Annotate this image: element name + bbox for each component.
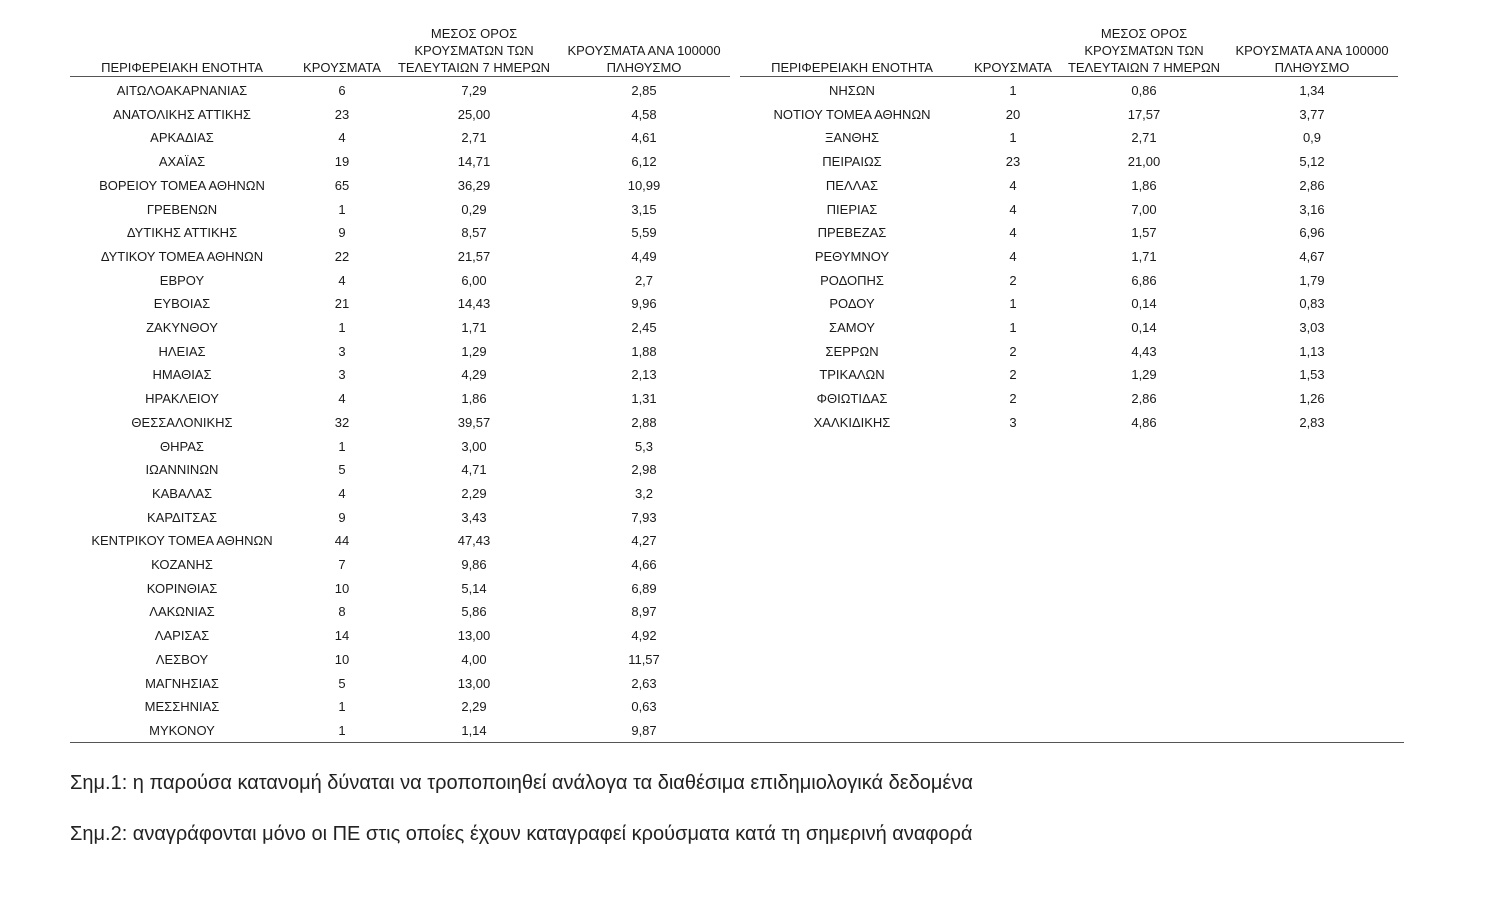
cell-rate: 1,88: [631, 343, 657, 359]
cell-region: ΚΟΖΑΝΗΣ: [151, 557, 213, 573]
cell-cases: 1: [1009, 296, 1017, 312]
cell-avg: 2,86: [1131, 391, 1157, 407]
cell-cases: 2: [1009, 343, 1017, 359]
cell-cases: 44: [334, 533, 350, 549]
cell-rate: 3,2: [634, 485, 654, 501]
cell-rate: 2,98: [631, 462, 657, 478]
cell-cases: 3: [338, 343, 346, 359]
header-avg-line3: ΤΕΛΕΥΤΑΙΩΝ 7 ΗΜΕΡΩΝ: [397, 60, 551, 75]
header-avg-7-days: [1062, 24, 1226, 77]
cell-rate: 4,49: [631, 248, 657, 264]
cell-region: ΡΟΔΟΠΗΣ: [820, 272, 884, 288]
table-row: [70, 77, 730, 103]
table-row: [740, 174, 1398, 198]
cell-avg: 6,86: [1131, 272, 1157, 288]
cell-avg: 21,57: [457, 248, 491, 264]
tables-container: [70, 24, 1404, 743]
cell-region: ΠΕΛΛΑΣ: [825, 177, 879, 193]
table-row: [740, 411, 1398, 435]
cell-avg: 25,00: [457, 106, 491, 122]
cell-region: ΗΡΑΚΛΕΙΟΥ: [145, 391, 219, 407]
cell-region: ΑΧΑΪΑΣ: [158, 154, 206, 170]
cell-rate: 3,03: [1299, 320, 1325, 336]
cell-region: ΑΙΤΩΛΟΑΚΑΡΝΑΝΙΑΣ: [116, 83, 248, 98]
cell-avg: 13,00: [457, 675, 491, 691]
cell-avg: 0,14: [1131, 320, 1157, 336]
right-table-body: [740, 77, 1398, 435]
table-row: [70, 435, 730, 459]
cell-region: ΙΩΑΝΝΙΝΩΝ: [145, 462, 219, 478]
cell-cases: 4: [1009, 177, 1017, 193]
cell-rate: 2,88: [631, 414, 657, 430]
cell-region: ΝΗΣΩΝ: [829, 83, 875, 98]
table-row: [70, 672, 730, 696]
cell-rate: 2,85: [631, 83, 657, 98]
cell-rate: 1,34: [1299, 83, 1325, 98]
cell-avg: 47,43: [457, 533, 491, 549]
table-row: [70, 126, 730, 150]
table-row: [740, 363, 1398, 387]
header-avg-line1: ΜΕΣΟΣ ΟΡΟΣ: [430, 26, 518, 41]
cell-region: ΛΕΣΒΟΥ: [155, 651, 209, 667]
cell-cases: 6: [338, 83, 346, 98]
table-row: [70, 174, 730, 198]
cell-avg: 9,86: [461, 557, 487, 573]
header-region: ΠΕΡΙΦΕΡΕΙΑΚΗ ΕΝΟΤΗΤΑ: [70, 24, 294, 77]
cell-cases: 1: [338, 320, 346, 336]
cell-rate: 5,3: [634, 438, 654, 454]
cell-region: ΠΙΕΡΙΑΣ: [826, 201, 878, 217]
cell-rate: 1,13: [1299, 343, 1325, 359]
cell-cases: 5: [338, 462, 346, 478]
cell-rate: 3,16: [1299, 201, 1325, 217]
cell-region: ΝΟΤΙΟΥ ΤΟΜΕΑ ΑΘΗΝΩΝ: [773, 106, 931, 122]
cell-rate: 4,27: [631, 533, 657, 549]
cell-rate: 8,97: [631, 604, 657, 620]
cell-cases: 9: [338, 225, 346, 241]
cell-avg: 14,71: [457, 154, 491, 170]
table-row: [70, 316, 730, 340]
cell-region: ΛΑΡΙΣΑΣ: [154, 628, 210, 644]
cell-rate: 1,53: [1299, 367, 1325, 383]
left-table-body: [70, 77, 730, 743]
table-row: [70, 387, 730, 411]
cell-region: ΔΥΤΙΚΗΣ ΑΤΤΙΚΗΣ: [126, 225, 238, 241]
cell-avg: 1,14: [461, 722, 487, 738]
cell-cases: 10: [334, 651, 350, 667]
cell-avg: 39,57: [457, 414, 491, 430]
cell-cases: 20: [1005, 106, 1021, 122]
cell-avg: 3,43: [461, 509, 487, 525]
cell-cases: 1: [1009, 83, 1017, 98]
cell-rate: 4,92: [631, 628, 657, 644]
cell-rate: 6,12: [631, 154, 657, 170]
table-row: [740, 126, 1398, 150]
header-cases: ΚΡΟΥΣΜΑΤΑ: [964, 24, 1062, 77]
cell-region: ΖΑΚΥΝΘΟΥ: [146, 320, 218, 336]
cell-region: ΒΟΡΕΙΟΥ ΤΟΜΕΑ ΑΘΗΝΩΝ: [99, 177, 265, 193]
table-row: [70, 577, 730, 601]
cell-avg: 4,29: [461, 367, 487, 383]
table-row: [70, 198, 730, 222]
footnote-1: Σημ.1: η παρούσα κατανομή δύναται να τροποποιηθεί ανάλογα τα διαθέσιμα επιδημιολογικά δεδομένα: [70, 772, 973, 794]
cell-rate: 5,12: [1299, 154, 1325, 170]
cell-avg: 1,86: [1131, 177, 1157, 193]
cell-cases: 1: [338, 699, 346, 715]
cell-region: ΚΕΝΤΡΙΚΟΥ ΤΟΜΕΑ ΑΘΗΝΩΝ: [91, 533, 273, 549]
cell-region: ΕΒΡΟΥ: [159, 272, 205, 288]
cell-cases: 8: [338, 604, 346, 620]
cell-cases: 2: [1009, 367, 1017, 383]
cell-avg: 2,71: [461, 130, 487, 146]
table-row: [70, 553, 730, 577]
table-row: [70, 363, 730, 387]
cell-cases: 3: [338, 367, 346, 383]
header-rate-line1: ΚΡΟΥΣΜΑΤΑ ΑΝΑ 100000: [567, 43, 721, 58]
cell-cases: 4: [338, 272, 346, 288]
cell-cases: 2: [1009, 391, 1017, 407]
cell-region: ΠΕΙΡΑΙΩΣ: [822, 154, 882, 170]
cell-avg: 4,86: [1131, 414, 1157, 430]
cell-avg: 1,71: [1131, 248, 1157, 264]
table-row: [740, 77, 1398, 103]
cell-rate: 7,93: [631, 509, 657, 525]
table-row: [70, 482, 730, 506]
table-row: [740, 269, 1398, 293]
table-row: [70, 648, 730, 672]
cell-region: ΜΥΚΟΝΟΥ: [149, 722, 215, 738]
cell-region: ΞΑΝΘΗΣ: [824, 130, 880, 146]
header-rate-line2: ΠΛΗΘΥΣΜΟ: [606, 60, 682, 75]
table-row: [70, 221, 730, 245]
cell-region: ΚΑΒΑΛΑΣ: [151, 485, 213, 501]
cell-rate: 0,63: [631, 699, 657, 715]
cell-cases: 23: [334, 106, 350, 122]
header-avg-line2: ΚΡΟΥΣΜΑΤΩΝ ΤΩΝ: [414, 43, 534, 58]
cell-cases: 5: [338, 675, 346, 691]
cell-avg: 14,43: [457, 296, 491, 312]
cell-cases: 2: [1009, 272, 1017, 288]
cell-cases: 4: [1009, 201, 1017, 217]
cell-avg: 8,57: [461, 225, 487, 241]
table-row: [70, 269, 730, 293]
cell-region: ΚΟΡΙΝΘΙΑΣ: [146, 580, 218, 596]
table-row: [740, 292, 1398, 316]
cell-avg: 1,57: [1131, 225, 1157, 241]
table-row: [740, 221, 1398, 245]
cell-avg: 0,86: [1131, 83, 1157, 98]
cell-avg: 2,71: [1131, 130, 1157, 146]
table-row: [70, 292, 730, 316]
table-row: [70, 624, 730, 648]
table-row: [70, 103, 730, 127]
cell-avg: 5,14: [461, 580, 487, 596]
header-avg-7-days: [390, 24, 558, 77]
header-rate-line1: ΚΡΟΥΣΜΑΤΑ ΑΝΑ 100000: [1235, 43, 1389, 58]
cell-region: ΑΝΑΤΟΛΙΚΗΣ ΑΤΤΙΚΗΣ: [113, 106, 251, 122]
header-cases: ΚΡΟΥΣΜΑΤΑ: [294, 24, 390, 77]
cell-avg: 3,00: [461, 438, 487, 454]
cell-rate: 2,7: [634, 272, 654, 288]
cell-rate: 5,59: [631, 225, 657, 241]
cell-region: ΜΑΓΝΗΣΙΑΣ: [145, 675, 219, 691]
table-row: [70, 340, 730, 364]
cell-region: ΜΕΣΣΗΝΙΑΣ: [144, 699, 220, 715]
cell-rate: 4,61: [631, 130, 657, 146]
cell-avg: 0,29: [461, 201, 487, 217]
cell-avg: 1,29: [461, 343, 487, 359]
cell-region: ΦΘΙΩΤΙΔΑΣ: [816, 391, 888, 407]
cell-rate: 11,57: [628, 651, 660, 667]
footnote-2: Σημ.2: αναγράφονται μόνο οι ΠΕ στις οποίες έχουν καταγραφεί κρούσματα κατά τη σημερινή αναφορά: [70, 823, 973, 845]
cell-rate: 3,15: [631, 201, 657, 217]
cell-avg: 7,00: [1131, 201, 1157, 217]
cell-rate: 6,96: [1299, 225, 1325, 241]
cell-cases: 1: [1009, 130, 1017, 146]
cell-region: ΠΡΕΒΕΖΑΣ: [817, 225, 887, 241]
cell-cases: 19: [334, 154, 350, 170]
cell-cases: 1: [338, 438, 346, 454]
cell-region: ΑΡΚΑΔΙΑΣ: [150, 130, 214, 146]
table-row: [740, 340, 1398, 364]
cell-cases: 23: [1005, 154, 1021, 170]
cell-avg: 6,00: [461, 272, 487, 288]
table-row: [740, 316, 1398, 340]
cell-rate: 4,67: [1299, 248, 1325, 264]
cell-avg: 36,29: [457, 177, 491, 193]
table-row: [70, 600, 730, 624]
cell-region: ΕΥΒΟΙΑΣ: [153, 296, 211, 312]
cell-region: ΛΑΚΩΝΙΑΣ: [149, 604, 215, 620]
cell-rate: 2,83: [1299, 414, 1325, 430]
cell-cases: 65: [334, 177, 350, 193]
cell-rate: 10,99: [627, 177, 661, 193]
header-avg-line1: ΜΕΣΟΣ ΟΡΟΣ: [1100, 26, 1188, 41]
cell-rate: 2,86: [1299, 177, 1325, 193]
cell-cases: 10: [334, 580, 350, 596]
cell-rate: 2,45: [631, 320, 657, 336]
header-avg-line2: ΚΡΟΥΣΜΑΤΩΝ ΤΩΝ: [1084, 43, 1204, 58]
table-row: [70, 458, 730, 482]
header-rate-line2: ΠΛΗΘΥΣΜΟ: [1274, 60, 1350, 75]
cell-avg: 17,57: [1127, 106, 1161, 122]
table-row: [70, 411, 730, 435]
cell-cases: 3: [1009, 414, 1017, 430]
cell-region: ΓΡΕΒΕΝΩΝ: [146, 201, 218, 217]
table-row: [70, 719, 730, 743]
cell-cases: 32: [334, 414, 350, 430]
cell-region: ΚΑΡΔΙΤΣΑΣ: [146, 509, 218, 525]
cell-rate: 1,79: [1299, 272, 1325, 288]
cell-rate: 2,63: [631, 675, 657, 691]
cell-avg: 2,29: [461, 485, 487, 501]
cell-rate: 1,31: [631, 391, 657, 407]
cell-rate: 2,13: [631, 367, 657, 383]
cell-region: ΗΜΑΘΙΑΣ: [152, 367, 212, 383]
header-avg-line3: ΤΕΛΕΥΤΑΙΩΝ 7 ΗΜΕΡΩΝ: [1067, 60, 1221, 75]
cell-region: ΣΕΡΡΩΝ: [825, 343, 879, 359]
cell-avg: 1,29: [1131, 367, 1157, 383]
cell-region: ΔΥΤΙΚΟΥ ΤΟΜΕΑ ΑΘΗΝΩΝ: [100, 248, 264, 264]
cell-cases: 4: [1009, 248, 1017, 264]
table-row: [70, 150, 730, 174]
table-row: [70, 695, 730, 719]
table-row: [740, 387, 1398, 411]
cell-avg: 1,86: [461, 391, 487, 407]
cell-avg: 0,14: [1131, 296, 1157, 312]
cell-avg: 21,00: [1127, 154, 1161, 170]
cell-rate: 6,89: [631, 580, 657, 596]
cell-cases: 4: [338, 391, 346, 407]
cell-cases: 9: [338, 509, 346, 525]
cell-cases: 21: [334, 296, 350, 312]
table-header-row: [70, 24, 730, 77]
cell-region: ΗΛΕΙΑΣ: [158, 343, 206, 359]
cell-cases: 1: [1009, 320, 1017, 336]
cell-avg: 4,71: [461, 462, 487, 478]
cell-rate: 0,9: [1302, 130, 1322, 146]
cell-region: ΣΑΜΟΥ: [829, 320, 875, 336]
cell-avg: 7,29: [461, 83, 487, 98]
cases-table-left: [70, 24, 730, 743]
cell-region: ΘΗΡΑΣ: [160, 438, 204, 454]
header-region: ΠΕΡΙΦΕΡΕΙΑΚΗ ΕΝΟΤΗΤΑ: [740, 24, 964, 77]
table-row: [740, 198, 1398, 222]
cases-table-right: [740, 24, 1398, 435]
table-row: [70, 245, 730, 269]
cell-cases: 4: [1009, 225, 1017, 241]
header-rate-per-100000: [558, 24, 730, 77]
cell-cases: 4: [338, 485, 346, 501]
table-row: [740, 150, 1398, 174]
cell-avg: 2,29: [461, 699, 487, 715]
header-rate-per-100000: [1226, 24, 1398, 77]
cell-rate: 4,66: [631, 557, 657, 573]
cell-cases: 7: [338, 557, 346, 573]
cell-rate: 9,96: [631, 296, 657, 312]
cell-cases: 1: [338, 201, 346, 217]
cell-rate: 3,77: [1299, 106, 1325, 122]
cell-cases: 4: [338, 130, 346, 146]
table-row: [740, 245, 1398, 269]
table-header-row: [740, 24, 1398, 77]
cell-avg: 4,43: [1131, 343, 1157, 359]
cell-region: ΤΡΙΚΑΛΩΝ: [819, 367, 885, 383]
cell-cases: 1: [338, 722, 346, 738]
cell-avg: 5,86: [461, 604, 487, 620]
cell-avg: 1,71: [461, 320, 487, 336]
cell-cases: 14: [334, 628, 350, 644]
cell-rate: 0,83: [1299, 296, 1325, 312]
cell-cases: 22: [334, 248, 350, 264]
table-row: [70, 529, 730, 553]
cell-region: ΡΕΘΥΜΝΟΥ: [814, 248, 890, 264]
cell-region: ΘΕΣΣΑΛΟΝΙΚΗΣ: [131, 414, 233, 430]
cell-avg: 13,00: [457, 628, 491, 644]
cell-avg: 4,00: [461, 651, 487, 667]
table-row: [740, 103, 1398, 127]
table-row: [70, 506, 730, 530]
cell-rate: 9,87: [631, 722, 657, 738]
cell-rate: 1,26: [1299, 391, 1325, 407]
cell-rate: 4,58: [631, 106, 657, 122]
cell-region: ΡΟΔΟΥ: [829, 296, 875, 312]
cell-region: ΧΑΛΚΙΔΙΚΗΣ: [813, 414, 891, 430]
